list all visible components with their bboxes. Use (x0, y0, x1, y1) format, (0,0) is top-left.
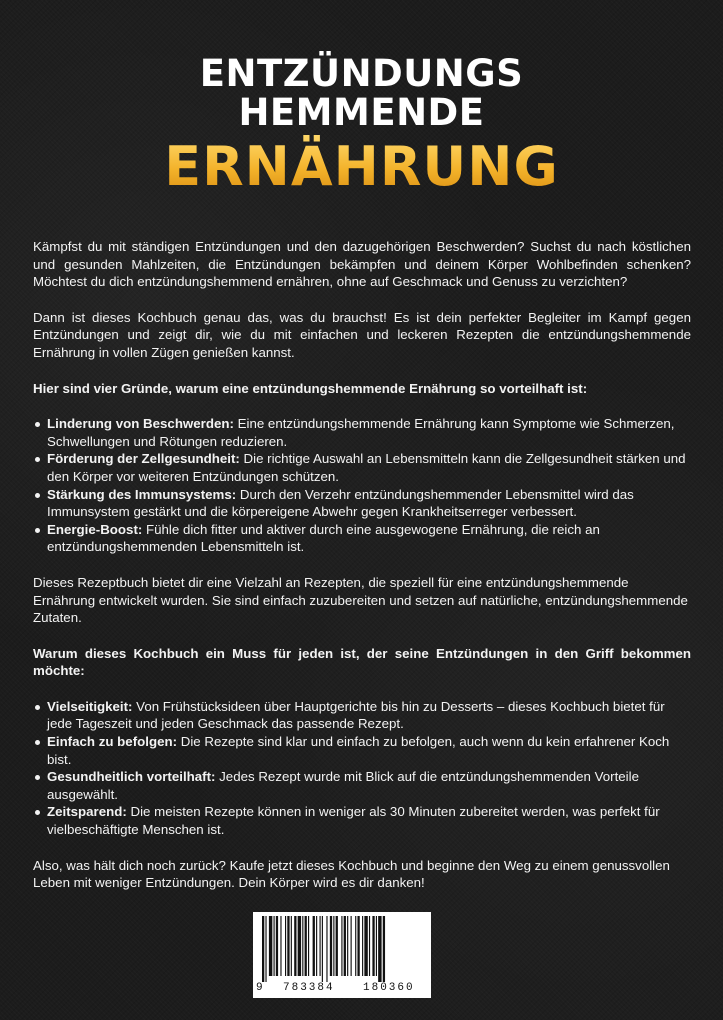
list-item-text: Die Rezepte sind klar und einfach zu befolgen, auch wenn du kein erfahrener Koch bist. (47, 734, 670, 767)
barcode-bar (265, 916, 266, 982)
barcode-digit-first: 9 (256, 982, 263, 994)
list-item (33, 803, 691, 838)
barcode-bar (287, 916, 289, 976)
barcode-bar (336, 916, 338, 976)
barcode-bar (305, 916, 307, 976)
barcode-bar (269, 916, 272, 976)
middle-paragraph: Dieses Rezeptbuch bietet dir eine Vielzahl an Rezepten, die speziell für eine entzündungshemmende Ernährung entwickelt wurden. Sie sind einfach zuzubereiten und setzen auf natürliche, entzündungshemmende Zutaten. (33, 574, 688, 626)
list-item-text: Fühle dich fitter und aktiver durch eine ausgewogene Ernährung, die reich an entzündungshemmenden Lebensmitteln ist. (47, 521, 600, 555)
barcode-bar (355, 916, 356, 976)
list-item (33, 521, 691, 556)
barcode-bar (369, 916, 370, 976)
barcode-bar (351, 916, 352, 976)
barcode-bars (260, 916, 424, 982)
barcode-bar (357, 916, 359, 976)
intro-paragraph-2: Dann ist dieses Kochbuch genau das, was du brauchst! Es ist dein perfekter Begleiter im Kampf gegen Entzündungen und zeigt dir, wie du mit einfachen und leckeren Rezepten die entzündungshemmende Ernährung in vollen Zügen genießen kannst. (33, 309, 691, 360)
barcode-bar (322, 916, 323, 982)
list-item (33, 450, 691, 485)
barcode-bar (383, 916, 385, 982)
barcode-bar (320, 916, 321, 976)
barcode-bar (344, 916, 346, 976)
list-item (33, 486, 691, 521)
list-item (33, 768, 691, 803)
list-item-label: Linderung von Beschwerden: (47, 416, 234, 432)
barcode-bar (362, 916, 363, 976)
list-item (33, 733, 691, 768)
list-item-text: Die richtige Auswahl an Lebensmitteln kann die Zellgesundheit stärken und den Körper vor weiteren Entzündungen schützen. (47, 451, 686, 484)
list-item-label: Vielseitigkeit: (47, 698, 133, 714)
intro-paragraph-1: Kämpfst du mit ständigen Entzündungen und den dazugehörigen Beschwerden? Suchst du nach köstlichen und gesunden Mahlzeiten, die Entzündungen bekämpfen und deinem Körper Wohlbefinden schenken? Möchtest du dich entzündungshemmend ernähren, ohne auf Geschmack und Genuss zu verzichten? (33, 239, 691, 290)
list-item (33, 698, 691, 733)
reasons-list (33, 415, 691, 556)
barcode-bar (294, 916, 296, 976)
why-list (33, 698, 691, 839)
title-line-1: ENTZÜNDUNGS (199, 52, 524, 95)
barcode-bar (274, 916, 275, 976)
barcode-group-left: 783384 (283, 982, 335, 994)
barcode-bar (285, 916, 286, 976)
barcode-bar (280, 916, 281, 976)
blurb (33, 238, 691, 910)
list-item-text: Von Frühstücksideen über Hauptgerichte bis hin zu Desserts – dieses Kochbuch bietet für jede Tageszeit und jeden Geschmack das passende Rezept. (47, 698, 665, 732)
barcode-digits (253, 982, 431, 996)
list-item-label: Förderung der Zellgesundheit: (47, 451, 240, 467)
barcode-bar (372, 916, 374, 976)
list-item-label: Gesundheitlich vorteilhaft: (47, 769, 216, 785)
reasons-heading: Hier sind vier Gründe, warum eine entzündungshemmende Ernährung so vorteilhaft ist: (33, 380, 588, 396)
barcode-bar (378, 916, 381, 982)
list-item-label: Einfach zu befolgen: (47, 734, 178, 750)
list-item-label: Zeitsparend: (47, 804, 127, 820)
title-line-2: HEMMENDE (238, 91, 485, 134)
barcode-bar (326, 916, 327, 982)
barcode-bar (302, 916, 303, 976)
isbn-barcode (253, 912, 431, 998)
list-item (33, 415, 691, 450)
list-item-label: Energie-Boost: (47, 521, 143, 537)
barcode-bar (262, 916, 264, 982)
list-item-text: Eine entzündungshemmende Ernährung kann Symptome wie Schmerzen, Schwellungen und Rötungen reduzieren. (47, 416, 675, 449)
list-item-text: Jedes Rezept wurde mit Blick auf die entzündungshemmenden Vorteile ausgewählt. (47, 769, 639, 802)
barcode-bar (330, 916, 332, 976)
barcode-bar (376, 916, 377, 976)
barcode-bar (364, 916, 367, 976)
closing-paragraph: Also, was hält dich noch zurück? Kaufe jetzt dieses Kochbuch und beginne den Weg zu einem genussvollen Leben mit weniger Entzündungen. Dein Körper wird es dir danken! (33, 857, 670, 891)
why-heading: Warum dieses Kochbuch ein Muss für jeden ist, der seine Entzündungen in den Griff bekommen möchte: (33, 645, 691, 679)
barcode-bar (298, 916, 301, 976)
barcode-bar (276, 916, 278, 976)
barcode-bar (291, 916, 292, 976)
barcode-group-right: 180360 (363, 982, 415, 994)
barcode-bar (308, 916, 309, 976)
list-item-text: Durch den Verzehr entzündungshemmender Lebensmittel wird das Immunsystem gestärkt und die körpereigene Abwehr gegen Krankheitserreger verbessert. (47, 486, 634, 520)
list-item-label: Stärkung des Immunsystems: (47, 486, 237, 502)
barcode-bar (313, 916, 315, 976)
title-line-3: ERNÄHRUNG (0, 135, 723, 198)
barcode-bar (333, 916, 334, 976)
barcode-bar (347, 916, 348, 976)
barcode-bar (316, 916, 317, 976)
barcode-bar (341, 916, 342, 976)
list-item-text: Die meisten Rezepte können in weniger als 30 Minuten zubereitet werden, was perfekt für vielbeschäftigte Menschen ist. (47, 804, 660, 838)
